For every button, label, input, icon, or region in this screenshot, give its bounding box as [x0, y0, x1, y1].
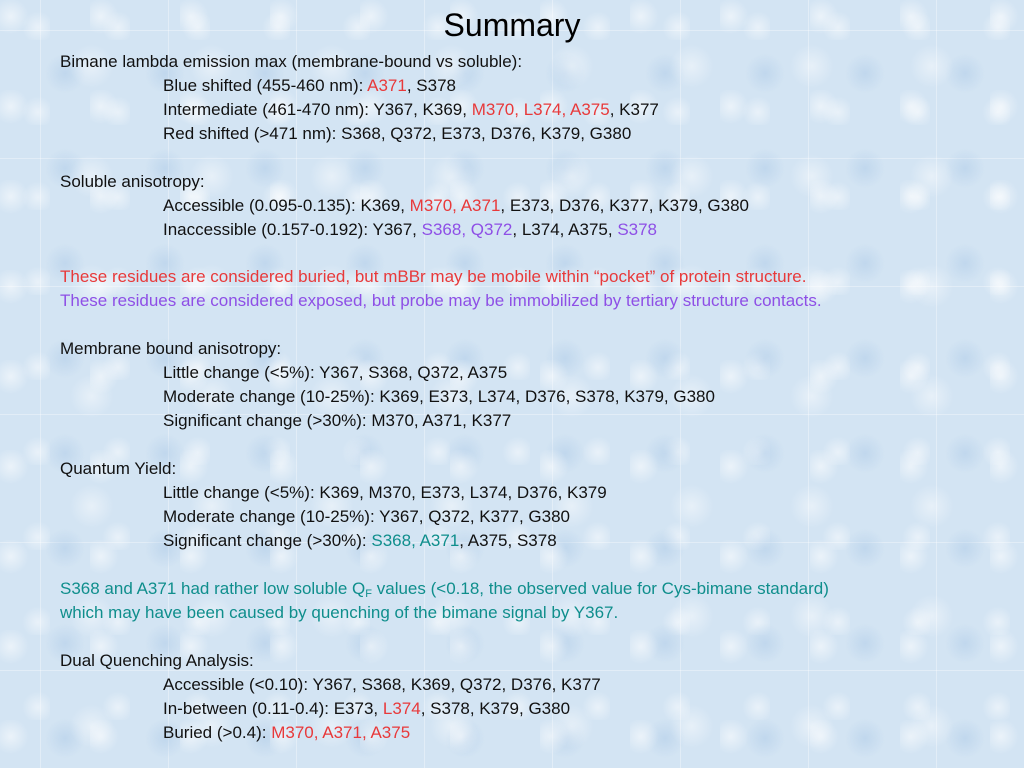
dual-inbetween-line [163, 697, 570, 721]
qf-note-line2: which may have been caused by quenching of the bimane signal by Y367. [60, 603, 619, 622]
text: , S378, K379, G380 [420, 699, 571, 718]
membrane-heading: Membrane bound anisotropy: [60, 339, 282, 358]
text: , E373, D376, K377, K379, G380 [500, 196, 749, 215]
highlight-red: L374 [382, 699, 421, 718]
note-exposed: These residues are considered exposed, but probe may be immobilized by tertiary structure contacts. [60, 291, 822, 310]
soluble-heading: Soluble anisotropy: [60, 172, 205, 191]
text: Inaccessible (0.157-0.192): Y367, [163, 220, 422, 239]
subscript: F [365, 588, 373, 600]
membrane-significant-line: Significant change (>30%): M370, A371, K377 [163, 411, 512, 430]
highlight-purple: S378 [617, 220, 658, 239]
bimane-red-shifted-line: Red shifted (>471 nm): S368, Q372, E373, D376, K379, G380 [163, 124, 632, 143]
text: Intermediate (461-470 nm): Y367, K369, [163, 100, 472, 119]
highlight-red: M370, L374, A375 [471, 100, 610, 119]
highlight-red: A371 [367, 76, 407, 95]
text: , L374, A375, [512, 220, 618, 239]
text: , S378 [406, 76, 456, 95]
qf-note-line1 [60, 577, 829, 601]
text: Buried (>0.4): [163, 723, 272, 742]
bimane-heading: Bimane lambda emission max (membrane-bound vs soluble): [60, 52, 523, 71]
quantum-heading: Quantum Yield: [60, 459, 177, 478]
highlight-red: M370, A371, A375 [271, 723, 411, 742]
dual-heading: Dual Quenching Analysis: [60, 651, 254, 670]
quantum-moderate-line: Moderate change (10-25%): Y367, Q372, K377, G380 [163, 507, 571, 526]
membrane-moderate-line: Moderate change (10-25%): K369, E373, L374, D376, S378, K379, G380 [163, 387, 715, 406]
dual-buried-line [163, 721, 410, 745]
quantum-little-line: Little change (<5%): K369, M370, E373, L374, D376, K379 [163, 483, 607, 502]
highlight-teal: S368, A371 [371, 531, 460, 550]
text: S368 and A371 had rather low soluble Q [60, 579, 366, 598]
highlight-red: M370, A371 [409, 196, 501, 215]
text: values (<0.18, the observed value for Cys-bimane standard) [372, 579, 829, 598]
membrane-little-line: Little change (<5%): Y367, S368, Q372, A375 [163, 363, 508, 382]
text: Blue shifted (455-460 nm): [163, 76, 368, 95]
highlight-purple: S368, Q372 [421, 220, 513, 239]
text: Significant change (>30%): [163, 531, 372, 550]
page-title: Summary [443, 7, 581, 43]
text: , A375, S378 [459, 531, 557, 550]
text: In-between (0.11-0.4): E373, [163, 699, 383, 718]
soluble-accessible-line [163, 194, 749, 218]
text: Accessible (0.095-0.135): K369, [163, 196, 410, 215]
bimane-intermediate-line [163, 98, 659, 122]
dual-accessible-line: Accessible (<0.10): Y367, S368, K369, Q372, D376, K377 [163, 675, 601, 694]
bimane-blue-line [163, 74, 456, 98]
note-buried: These residues are considered buried, but mBBr may be mobile within “pocket” of protein structure. [60, 267, 807, 286]
soluble-inaccessible-line [163, 218, 657, 242]
text: , K377 [609, 100, 659, 119]
quantum-significant-line [163, 529, 557, 553]
